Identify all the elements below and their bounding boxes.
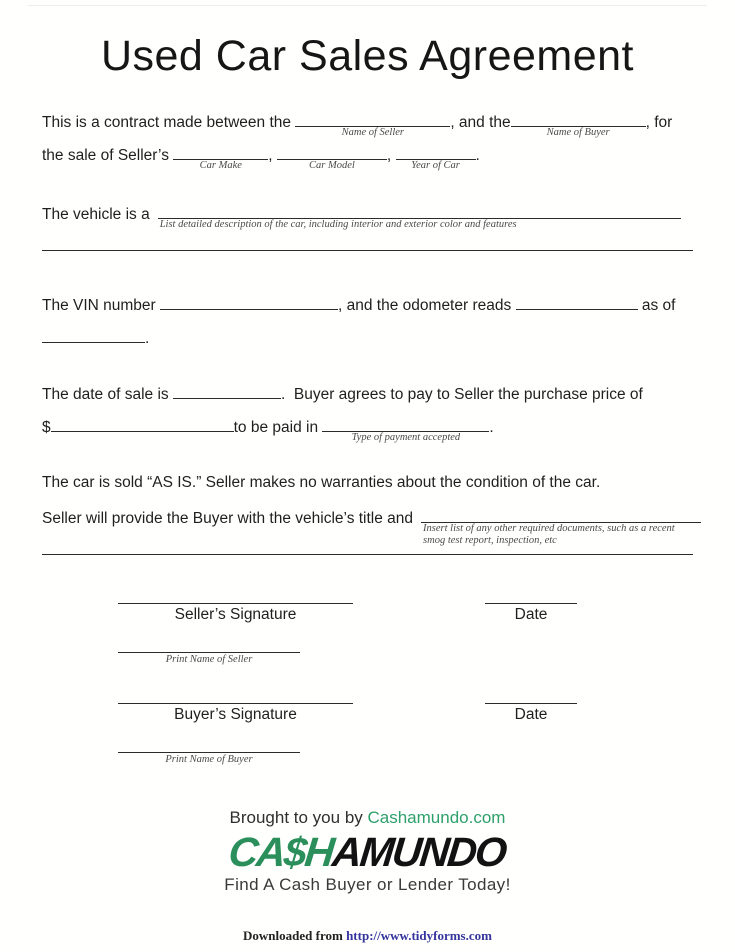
vehicle-line-1	[42, 198, 693, 231]
field-caption: Type of payment accepted	[351, 432, 461, 443]
buyer-print-name-row	[42, 738, 693, 767]
buyer-signature-field[interactable]	[118, 687, 353, 704]
field-caption: Car Model	[308, 160, 355, 171]
documents-line-1	[42, 502, 693, 546]
car-year-field[interactable]	[396, 147, 476, 171]
clause-text: the sale of Seller’s	[42, 147, 174, 164]
sale-line-2	[42, 411, 693, 444]
clause-text: The vehicle is a	[42, 206, 150, 223]
sale-clause	[42, 378, 693, 444]
buyer-signature-label: Buyer’s Signature	[174, 706, 297, 723]
clause-text: , and the odometer reads	[338, 297, 516, 314]
buyer-print-name-caption: Print Name of Buyer	[165, 754, 253, 765]
car-model-field[interactable]	[277, 147, 387, 171]
footer-text: Downloaded from	[243, 928, 347, 943]
clause-text: .	[475, 147, 480, 164]
parties-line-1	[42, 106, 693, 139]
buyer-signature-block	[118, 687, 353, 726]
vehicle-description-field[interactable]	[158, 206, 681, 230]
seller-signature-row	[42, 587, 693, 626]
buyer-date-label: Date	[514, 706, 548, 723]
cashamundo-logo	[42, 829, 693, 875]
clause-text: The date of sale is	[42, 386, 173, 403]
logo-amundo-text: AMUNDO	[330, 829, 508, 875]
vin-line-2	[42, 322, 693, 355]
clause-text: .	[145, 330, 150, 347]
field-caption: List detailed description of the car, including interior and exterior color and features	[159, 219, 517, 230]
vin-line-1	[42, 289, 693, 322]
seller-signature-field[interactable]	[118, 587, 353, 604]
buyer-signature-row	[42, 687, 693, 726]
page-title: Used Car Sales Agreement	[100, 32, 635, 80]
clause-text: The car is sold “AS IS.” Seller makes no warranties about the condition of the car.	[42, 474, 601, 491]
title-documents-clause	[42, 502, 693, 555]
buyer-print-name-field[interactable]	[118, 738, 300, 753]
clause-text: .	[489, 419, 494, 436]
clause-text: This is a contract made between the	[42, 114, 296, 131]
other-documents-field[interactable]	[421, 510, 701, 546]
clause-text: The VIN number	[42, 297, 161, 314]
seller-signature-label: Seller’s Signature	[174, 606, 297, 623]
field-caption: Insert list of any other required documents, such as a recent smog test report, inspection, etc	[423, 523, 675, 546]
vin-clause	[42, 289, 693, 355]
clause-text: to be paid in	[233, 419, 323, 436]
payment-type-field[interactable]	[322, 419, 489, 443]
buyer-date-field[interactable]	[485, 687, 577, 704]
clause-text: . Buyer agrees to pay to Seller the purchase price of	[280, 386, 643, 403]
field-caption: Name of Buyer	[546, 127, 610, 138]
field-caption: Year of Car	[411, 160, 460, 171]
sale-date-field[interactable]	[173, 386, 281, 399]
brought-to-you-line	[42, 807, 693, 829]
download-footer	[0, 928, 735, 944]
cashamundo-link[interactable]: Cashamundo.com	[367, 808, 506, 827]
odometer-field[interactable]	[516, 297, 638, 310]
clause-text: , and the	[450, 114, 511, 131]
vehicle-clause	[42, 198, 693, 251]
clause-text: $	[42, 419, 51, 436]
seller-signature-block	[118, 587, 353, 626]
seller-date-field[interactable]	[485, 587, 577, 604]
car-make-field[interactable]	[173, 147, 268, 171]
clause-text: ,	[268, 147, 277, 164]
promo-block	[42, 807, 693, 895]
seller-print-name-field[interactable]	[118, 638, 300, 653]
vehicle-description-field-line2[interactable]	[42, 233, 693, 251]
buyer-date-block	[485, 687, 577, 726]
field-caption: Name of Seller	[341, 127, 405, 138]
promo-text: Brought to you by	[229, 808, 368, 827]
logo-tagline: Find A Cash Buyer or Lender Today!	[224, 875, 511, 894]
tidyforms-link[interactable]: http://www.tidyforms.com	[346, 928, 492, 943]
seller-print-name-caption: Print Name of Seller	[165, 654, 253, 665]
seller-name-field[interactable]	[295, 114, 450, 138]
purchase-price-field[interactable]	[51, 419, 234, 432]
as-is-clause	[42, 466, 693, 499]
buyer-print-name-block	[118, 738, 300, 767]
seller-print-name-row	[42, 638, 693, 667]
seller-date-label: Date	[514, 606, 548, 623]
clause-text: , for	[645, 114, 673, 131]
odometer-date-field[interactable]	[42, 330, 145, 343]
clause-text: ,	[386, 147, 396, 164]
seller-date-block	[485, 587, 577, 626]
field-caption: Car Make	[199, 160, 242, 171]
clause-text: Seller will provide the Buyer with the vehicle’s title and	[42, 510, 414, 527]
scan-artifact	[28, 5, 707, 6]
logo-cash-text: CA$H	[227, 829, 336, 875]
parties-line-2	[42, 139, 693, 172]
sale-line-1	[42, 378, 693, 411]
vin-number-field[interactable]	[160, 297, 338, 310]
buyer-name-field[interactable]	[511, 114, 646, 138]
clause-text: as of	[637, 297, 676, 314]
parties-clause	[42, 106, 693, 172]
seller-print-name-block	[118, 638, 300, 667]
